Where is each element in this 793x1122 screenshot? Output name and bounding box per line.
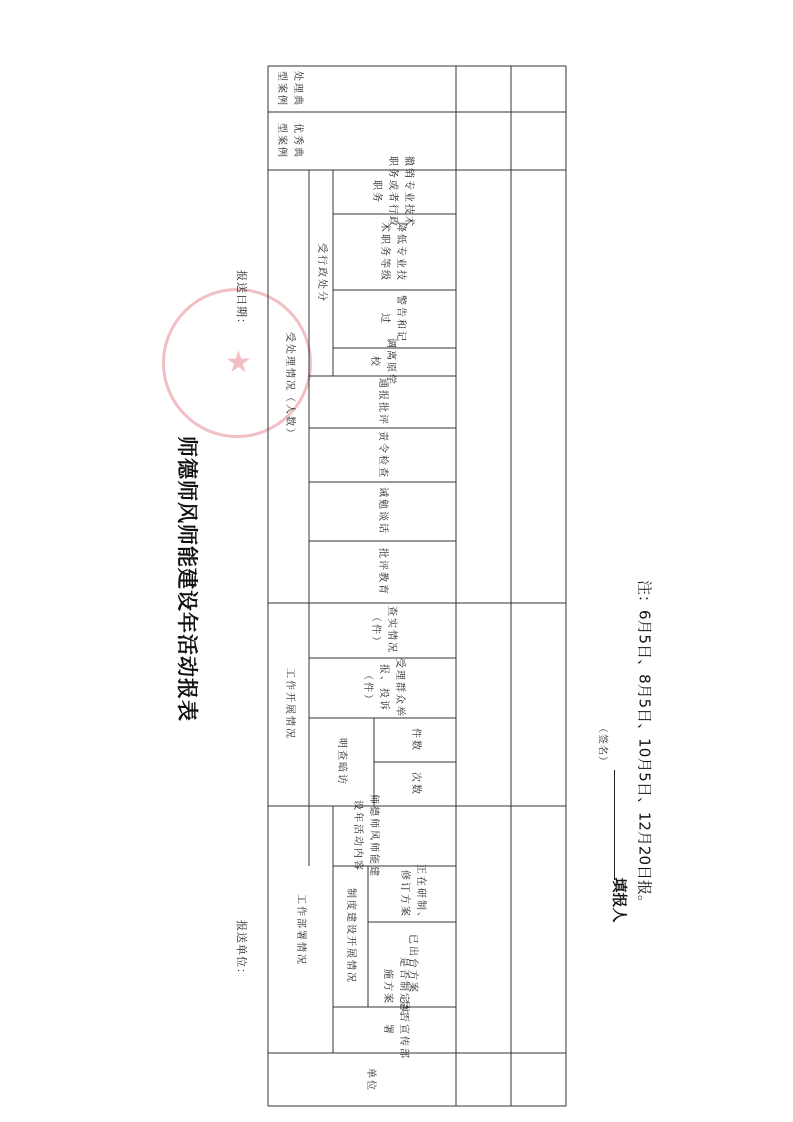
col-deploy-publicize: 是否宣传部署 xyxy=(382,1000,409,1060)
col-self-inspection: 责令检查 xyxy=(377,431,388,479)
col-circular: 通报批评 xyxy=(377,378,388,426)
col-complaints: 受理群众举报、投诉（件） xyxy=(362,658,405,718)
col-inspection: 明查暗访 xyxy=(336,738,347,786)
col-inspection-times: 次数 xyxy=(410,772,421,796)
col-investigations: 查实情况（件） xyxy=(370,606,397,654)
report-unit-label: 报送单位： xyxy=(235,920,248,980)
page-title: 师德师风师能建设年活动报表 xyxy=(175,436,199,722)
signature-line xyxy=(614,770,616,880)
col-unit: 单位 xyxy=(365,1068,376,1092)
col-activity-content: 师德师风师能建设年活动内容 xyxy=(352,794,379,878)
col-warning: 警告和记过 xyxy=(379,295,406,343)
col-system-drafting: 正在研制、修订方案 xyxy=(399,864,426,924)
col-dismissal-post: 撤销专业技术职务或者行政职务 xyxy=(371,156,414,228)
seal-star-icon: ★ xyxy=(225,345,252,380)
col-deploy-group: 工作部署情况 xyxy=(295,894,306,966)
col-demotion: 降低专业技术职务等级 xyxy=(379,222,406,282)
col-criticism: 批评教育 xyxy=(377,548,388,596)
col-admin-sanction: 受行政处分 xyxy=(316,243,327,303)
submission-note: 注：6月5日、8月5日、10月5日、12月20日报。 xyxy=(635,580,654,910)
col-transfer: 调离原学校 xyxy=(369,338,396,386)
col-work-group: 工作开展情况 xyxy=(284,668,295,740)
col-system-group: 制度建设开展情况 xyxy=(345,888,356,984)
col-admonition: 诫勉谈话 xyxy=(377,487,388,535)
signature-label: （签名） xyxy=(596,723,608,767)
col-excellent-cases: 优秀典型案例 xyxy=(276,123,303,159)
col-handled-cases: 处理典型案例 xyxy=(276,71,303,107)
col-inspection-items: 件数 xyxy=(410,728,421,752)
report-date-label: 报送日期： xyxy=(235,270,248,330)
filler-label: 填报人 xyxy=(610,877,629,923)
col-penalty-group: 受处理情况（人数） xyxy=(284,332,295,440)
col-system-issued: 已出台方案 xyxy=(407,934,418,994)
col-deploy-plan: 是否制定实施方案 xyxy=(382,957,409,1017)
